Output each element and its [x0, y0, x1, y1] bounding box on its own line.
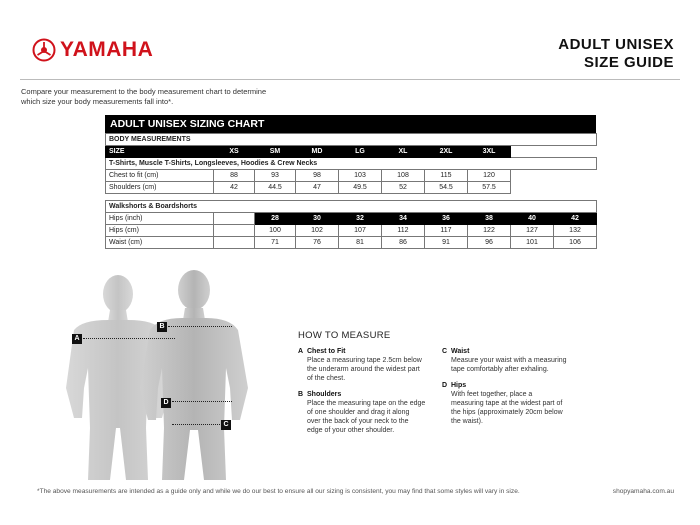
marker-c: C — [221, 420, 231, 430]
row-label: Waist (cm) — [106, 237, 214, 249]
table-cell: 120 — [468, 170, 511, 182]
tops-table — [105, 133, 597, 194]
tops-category-label: T-Shirts, Muscle T-Shirts, Longsleeves, Hoodies & Crew Necks — [106, 158, 597, 170]
table-cell: 103 — [339, 170, 382, 182]
table-cell: 88 — [214, 170, 255, 182]
back-figure — [140, 270, 248, 480]
bottoms-category-label: Walkshorts & Boardshorts — [106, 201, 597, 213]
how-to-item-key: C — [442, 348, 448, 355]
size-md: MD — [296, 146, 339, 158]
marker-a: A — [72, 334, 82, 344]
table-cell: 102 — [296, 225, 339, 237]
how-to-item-desc: Place a measuring tape 2.5cm below the underarm around the widest part of the chest. — [307, 357, 422, 382]
table-row — [106, 237, 597, 249]
blank-cell — [554, 170, 597, 182]
table-cell: 49.5 — [339, 182, 382, 194]
size-xl: XL — [382, 146, 425, 158]
blank-cell — [511, 182, 554, 194]
table-cell: 107 — [339, 225, 382, 237]
table-cell: 57.5 — [468, 182, 511, 194]
size-3xl: 3XL — [468, 146, 511, 158]
how-to-item-desc: With feet together, place a measuring tape at the widest part of the hips (approximately 20cm below the waist). — [451, 391, 563, 425]
human-silhouettes — [22, 268, 270, 480]
table-cell: 106 — [554, 237, 597, 249]
table-row — [106, 170, 597, 182]
body-silhouette-figure — [22, 268, 270, 480]
table-cell: 44.5 — [255, 182, 296, 194]
body-measurements-row — [106, 134, 597, 146]
size-label: SIZE — [106, 146, 214, 158]
hips-inch-row — [106, 213, 597, 225]
shoulder-guide-line — [168, 326, 232, 327]
blank-cell — [511, 170, 554, 182]
blank-cell — [511, 146, 554, 158]
row-label: Chest to fit (cm) — [106, 170, 214, 182]
waist-guide-line — [172, 424, 220, 425]
bottoms-table — [105, 200, 597, 249]
tuning-forks-emblem-icon — [32, 38, 56, 62]
how-to-item-desc: Place the measuring tape on the edge of one shoulder and drag it along over the back of your neck to the edge of your other shoulder. — [307, 400, 426, 434]
how-to-item — [442, 381, 592, 426]
table-cell: 93 — [255, 170, 296, 182]
how-to-item-title — [298, 347, 438, 356]
blank-cell — [214, 213, 255, 225]
hips-guide-line — [172, 401, 232, 402]
table-cell: 122 — [468, 225, 511, 237]
hips-inch-cell: 32 — [339, 213, 382, 225]
page-title — [558, 36, 674, 72]
how-to-item — [298, 390, 438, 435]
how-to-item-desc: Measure your waist with a measuring tape comfortably after exhaling. — [451, 357, 567, 373]
hips-inch-cell: 38 — [468, 213, 511, 225]
how-to-heading: HOW TO MEASURE — [298, 330, 391, 341]
how-to-item — [442, 347, 592, 374]
table-cell: 52 — [382, 182, 425, 194]
table-cell: 132 — [554, 225, 597, 237]
how-to-item-title-text: Chest to Fit — [307, 348, 346, 355]
table-cell: 42 — [214, 182, 255, 194]
brand-name: YAMAHA — [60, 38, 154, 61]
website-link[interactable]: shopyamaha.com.au — [612, 488, 674, 495]
header-divider — [20, 79, 680, 80]
hips-inch-cell: 28 — [255, 213, 296, 225]
row-label: Hips (cm) — [106, 225, 214, 237]
how-to-item-title — [298, 390, 438, 399]
row-label: Shoulders (cm) — [106, 182, 214, 194]
bottoms-category-row — [106, 201, 597, 213]
size-lg: LG — [339, 146, 382, 158]
sizing-chart — [105, 115, 596, 249]
blank-cell — [554, 182, 597, 194]
title-line-1: ADULT UNISEX — [558, 36, 674, 53]
how-to-item-title-text: Waist — [451, 348, 470, 355]
table-cell: 86 — [382, 237, 425, 249]
table-cell: 101 — [511, 237, 554, 249]
intro-text: Compare your measurement to the body measurement chart to determine which size your body measurements fall into*. — [21, 87, 267, 106]
table-row — [106, 182, 597, 194]
table-cell: 117 — [425, 225, 468, 237]
table-cell: 71 — [255, 237, 296, 249]
size-header-row — [106, 146, 597, 158]
chart-heading: ADULT UNISEX SIZING CHART — [105, 115, 596, 133]
table-cell: 112 — [382, 225, 425, 237]
how-to-item-title-text: Hips — [451, 382, 467, 389]
table-cell: 91 — [425, 237, 468, 249]
table-cell: 76 — [296, 237, 339, 249]
table-row — [106, 225, 597, 237]
hips-inch-cell: 30 — [296, 213, 339, 225]
hips-inch-cell: 40 — [511, 213, 554, 225]
how-to-item-title — [442, 347, 592, 356]
how-to-item-key: D — [442, 382, 448, 389]
hips-inch-cell: 36 — [425, 213, 468, 225]
marker-d: D — [161, 398, 171, 408]
table-cell: 98 — [296, 170, 339, 182]
how-to-item-title-text: Shoulders — [307, 391, 342, 398]
marker-b: B — [157, 322, 167, 332]
blank-cell — [554, 146, 597, 158]
table-cell: 100 — [255, 225, 296, 237]
size-xs: XS — [214, 146, 255, 158]
how-to-item-key: B — [298, 391, 304, 398]
how-to-column-left — [298, 347, 438, 442]
title-line-2: SIZE GUIDE — [583, 54, 674, 71]
blank-cell — [214, 225, 255, 237]
table-cell: 54.5 — [425, 182, 468, 194]
how-to-item-key: A — [298, 348, 304, 355]
row-label: Hips (inch) — [106, 213, 214, 225]
size-2xl: 2XL — [425, 146, 468, 158]
chest-guide-line — [83, 338, 175, 339]
tops-category-row — [106, 158, 597, 170]
table-cell: 115 — [425, 170, 468, 182]
how-to-column-right — [442, 347, 592, 433]
hips-inch-cell: 34 — [382, 213, 425, 225]
table-cell: 81 — [339, 237, 382, 249]
how-to-item — [298, 347, 438, 383]
table-cell: 127 — [511, 225, 554, 237]
blank-cell — [214, 237, 255, 249]
table-cell: 96 — [468, 237, 511, 249]
yamaha-logo — [32, 38, 153, 62]
hips-inch-cell: 42 — [554, 213, 597, 225]
how-to-item-title — [442, 381, 592, 390]
size-sm: SM — [255, 146, 296, 158]
table-cell: 108 — [382, 170, 425, 182]
table-cell: 47 — [296, 182, 339, 194]
body-measurements-label: BODY MEASUREMENTS — [106, 134, 597, 146]
footnote: *The above measurements are intended as a guide only and while we do our best to ensure all our sizing is consistent, you may find that some styles will vary in size. — [37, 488, 520, 495]
